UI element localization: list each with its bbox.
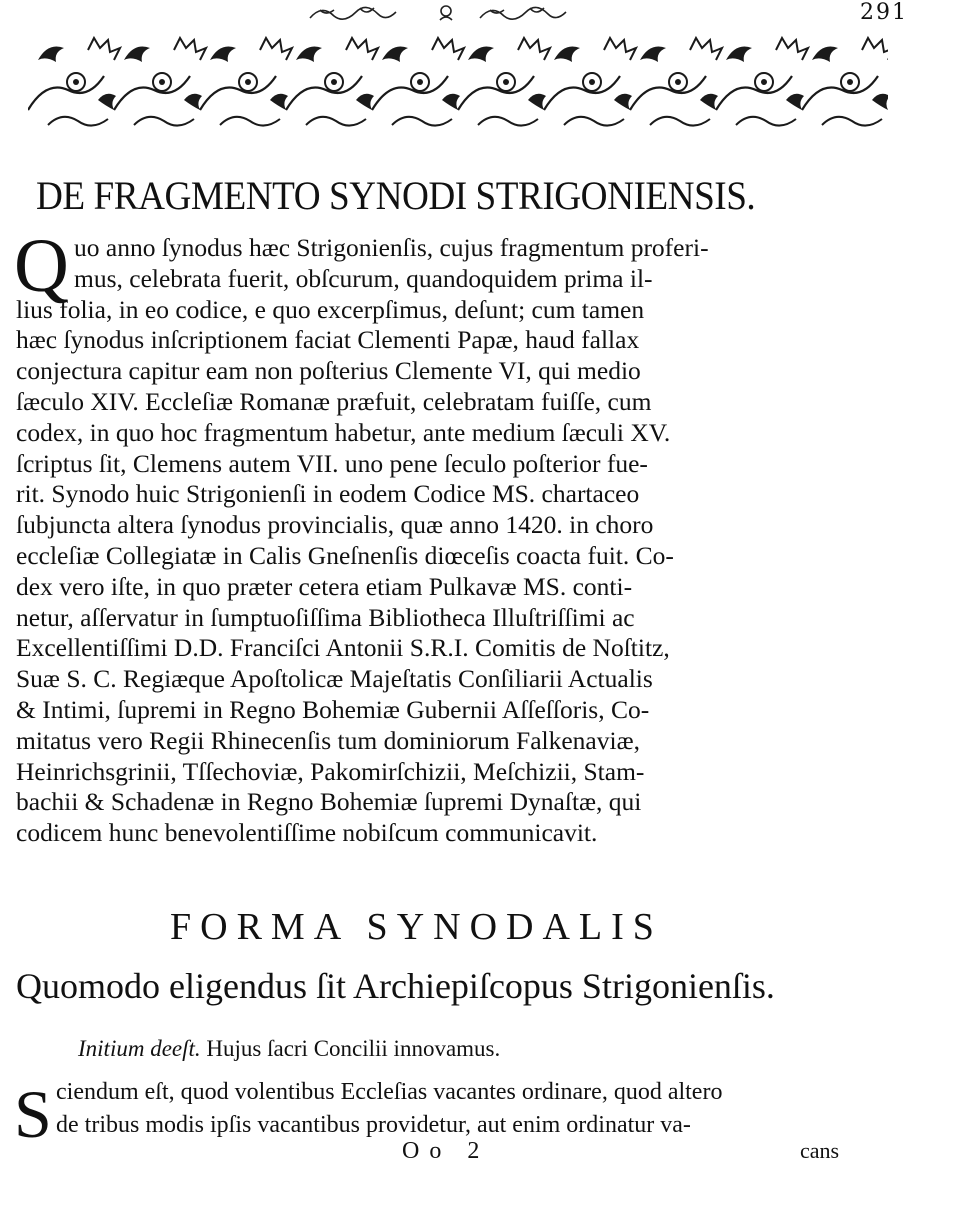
text-line: Suæ S. C. Regiæque Apoſtolicæ Majeſtatis Conſiliarii Actualis xyxy=(16,664,653,694)
text-line: mus, celebrata fuerit, obſcurum, quandoquidem prima il- xyxy=(74,263,653,293)
text-line: codex, in quo hoc fragmentum habetur, ante medium ſæculi XV. xyxy=(16,417,671,447)
drop-cap: Q xyxy=(14,224,69,308)
text-line: de tribus modis ipſis vacantibus providetur, aut enim ordinatur va- xyxy=(56,1112,691,1138)
body-paragraph xyxy=(16,233,906,849)
forma-paragraph xyxy=(56,1076,886,1142)
fleuron-ornament-icon xyxy=(300,0,590,26)
signature-mark: Oo 2 xyxy=(402,1138,490,1164)
text-line: codicem hunc benevolentiſſime nobiſcum communicavit. xyxy=(16,818,598,848)
initium-text: Hujus ſacri Concilii innovamus. xyxy=(200,1036,501,1061)
text-line: ſæculo XIV. Eccleſiæ Romanæ præfuit, celebratam fuiſſe, cum xyxy=(16,386,652,416)
text-line: rit. Synodo huic Strigonienſi in eodem Codice MS. chartaceo xyxy=(16,479,640,509)
forma-title: FORMA SYNODALIS xyxy=(170,906,663,948)
text-line: ciendum eſt, quod volentibus Eccleſias vacantes ordinare, quod altero xyxy=(56,1079,723,1105)
text-line: dex vero iſte, in quo præter cetera etiam Pulkavæ MS. conti- xyxy=(16,571,633,601)
text-line: ſcriptus ſit, Clemens autem VII. uno pene ſeculo poſterior fue- xyxy=(16,448,648,478)
section-title: DE FRAGMENTO SYNODI STRIGONIENSIS. xyxy=(36,173,756,218)
foliage-headpiece-icon xyxy=(28,30,888,135)
drop-cap: S xyxy=(14,1076,52,1152)
text-line: eccleſiæ Collegiatæ in Calis Gneſnenſis diœceſis coacta fuit. Co- xyxy=(16,540,674,570)
forma-subtitle: Quomodo eligendus ſit Archiepiſcopus Strigonienſis. xyxy=(16,966,775,1006)
text-line: Excellentiſſimi D.D. Franciſci Antonii S.R.I. Comitis de Noſtitz, xyxy=(16,633,670,663)
text-line: & Intimi, ſupremi in Regno Bohemiæ Gubernii Aſſeſſoris, Co- xyxy=(16,694,650,724)
text-line: uo anno ſynodus hæc Strigonienſis, cujus fragmentum proferi- xyxy=(74,233,709,262)
page-number: 291 xyxy=(860,0,908,25)
text-line: conjectura capitur eam non poſterius Clemente VI, qui medio xyxy=(16,356,641,386)
text-line: netur, aſſervatur in ſumptuoſiſſima Bibliotheca Illuſtriſſimi ac xyxy=(16,602,635,632)
text-line: hæc ſynodus inſcriptionem faciat Clementi Papæ, haud fallax xyxy=(16,325,640,355)
text-line: mitatus vero Regii Rhinecenſis tum dominiorum Falkenaviæ, xyxy=(16,725,640,755)
text-line: ſubjuncta altera ſynodus provincialis, quæ anno 1420. in choro xyxy=(16,510,654,540)
catchword: cans xyxy=(800,1138,840,1163)
text-line: Heinrichsgrinii, Tſſechoviæ, Pakomirſchizii, Meſchizii, Stam- xyxy=(16,756,645,786)
text-line: lius folia, in eo codice, e quo excerpſimus, deſunt; cum tamen xyxy=(16,294,645,324)
text-line: bachii & Schadenæ in Regno Bohemiæ ſupremi Dynaſtæ, qui xyxy=(16,787,642,817)
initium-italic: Initium deeſt. xyxy=(78,1036,201,1061)
initium-note xyxy=(78,1036,778,1062)
